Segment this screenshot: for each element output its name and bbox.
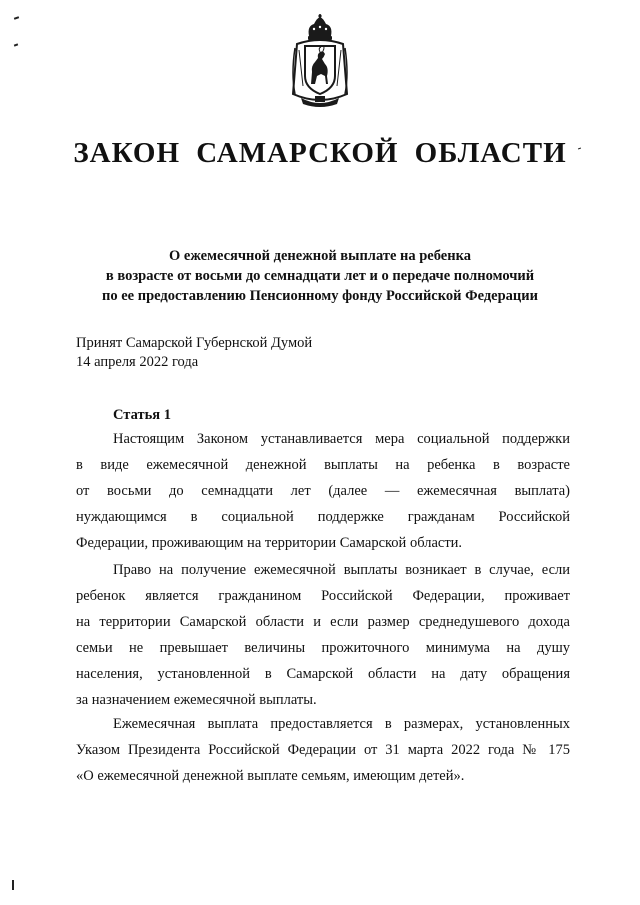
scan-mark [14, 16, 19, 20]
paragraph-line: ребенок является гражданином Российской Федерации, проживает [76, 588, 570, 604]
paragraph-line: Федерации, проживающим на территории Самарской области. [76, 535, 463, 551]
paragraph [76, 426, 570, 556]
subtitle-line: в возрасте от восьми до семнадцати лет и о передаче полномочий [105, 268, 535, 284]
paragraph-line: за назначением ежемесячной выплаты. [76, 692, 317, 708]
subtitle-line: по ее предоставлению Пенсионному фонду Российской Федерации [102, 288, 538, 304]
article-heading: Статья 1 [113, 407, 171, 423]
paragraph-line: Ежемесячная выплата предоставляется в размерах, установленных [113, 716, 570, 732]
law-subtitle [70, 246, 570, 306]
paragraph-line: на территории Самарской области и если размер среднедушевого дохода [76, 614, 570, 630]
crown-icon [308, 14, 332, 40]
paragraph-line: Указом Президента Российской Федерации от 31 марта 2022 года № 175 [76, 742, 570, 758]
paragraph-line: населения, установленной в Самарской области на дату обращения [76, 666, 570, 682]
adoption-info [76, 334, 312, 372]
paragraph [76, 557, 570, 713]
paragraph-line: от восьми до семнадцати лет (далее — ежемесячная выплата) [76, 483, 570, 499]
paragraph-line: Право на получение ежемесячной выплаты возникает в случае, если [113, 562, 570, 578]
coat-of-arms-icon [287, 14, 353, 108]
paragraph-line: семьи не превышает величины прожиточного минимума на душу [76, 640, 570, 656]
adoption-date: 14 апреля 2022 года [76, 354, 199, 370]
paragraph-line: в виде ежемесячной денежной выплаты на ребенка в возрасте [76, 457, 570, 473]
adoption-body: Принят Самарской Губернской Думой [76, 335, 313, 351]
scan-mark [12, 880, 14, 890]
scan-mark [14, 43, 18, 46]
paragraph-line: «О ежемесячной денежной выплате семьям, имеющим детей». [76, 768, 465, 784]
paragraph-line: Настоящим Законом устанавливается мера социальной поддержки [113, 431, 570, 447]
paragraph [76, 711, 570, 789]
paragraph-line: нуждающимся в социальной поддержке гражданам Российской [76, 509, 570, 525]
subtitle-line: О ежемесячной денежной выплате на ребенка [169, 248, 471, 264]
law-title: ЗАКОН САМАРСКОЙ ОБЛАСТИ [73, 137, 567, 169]
